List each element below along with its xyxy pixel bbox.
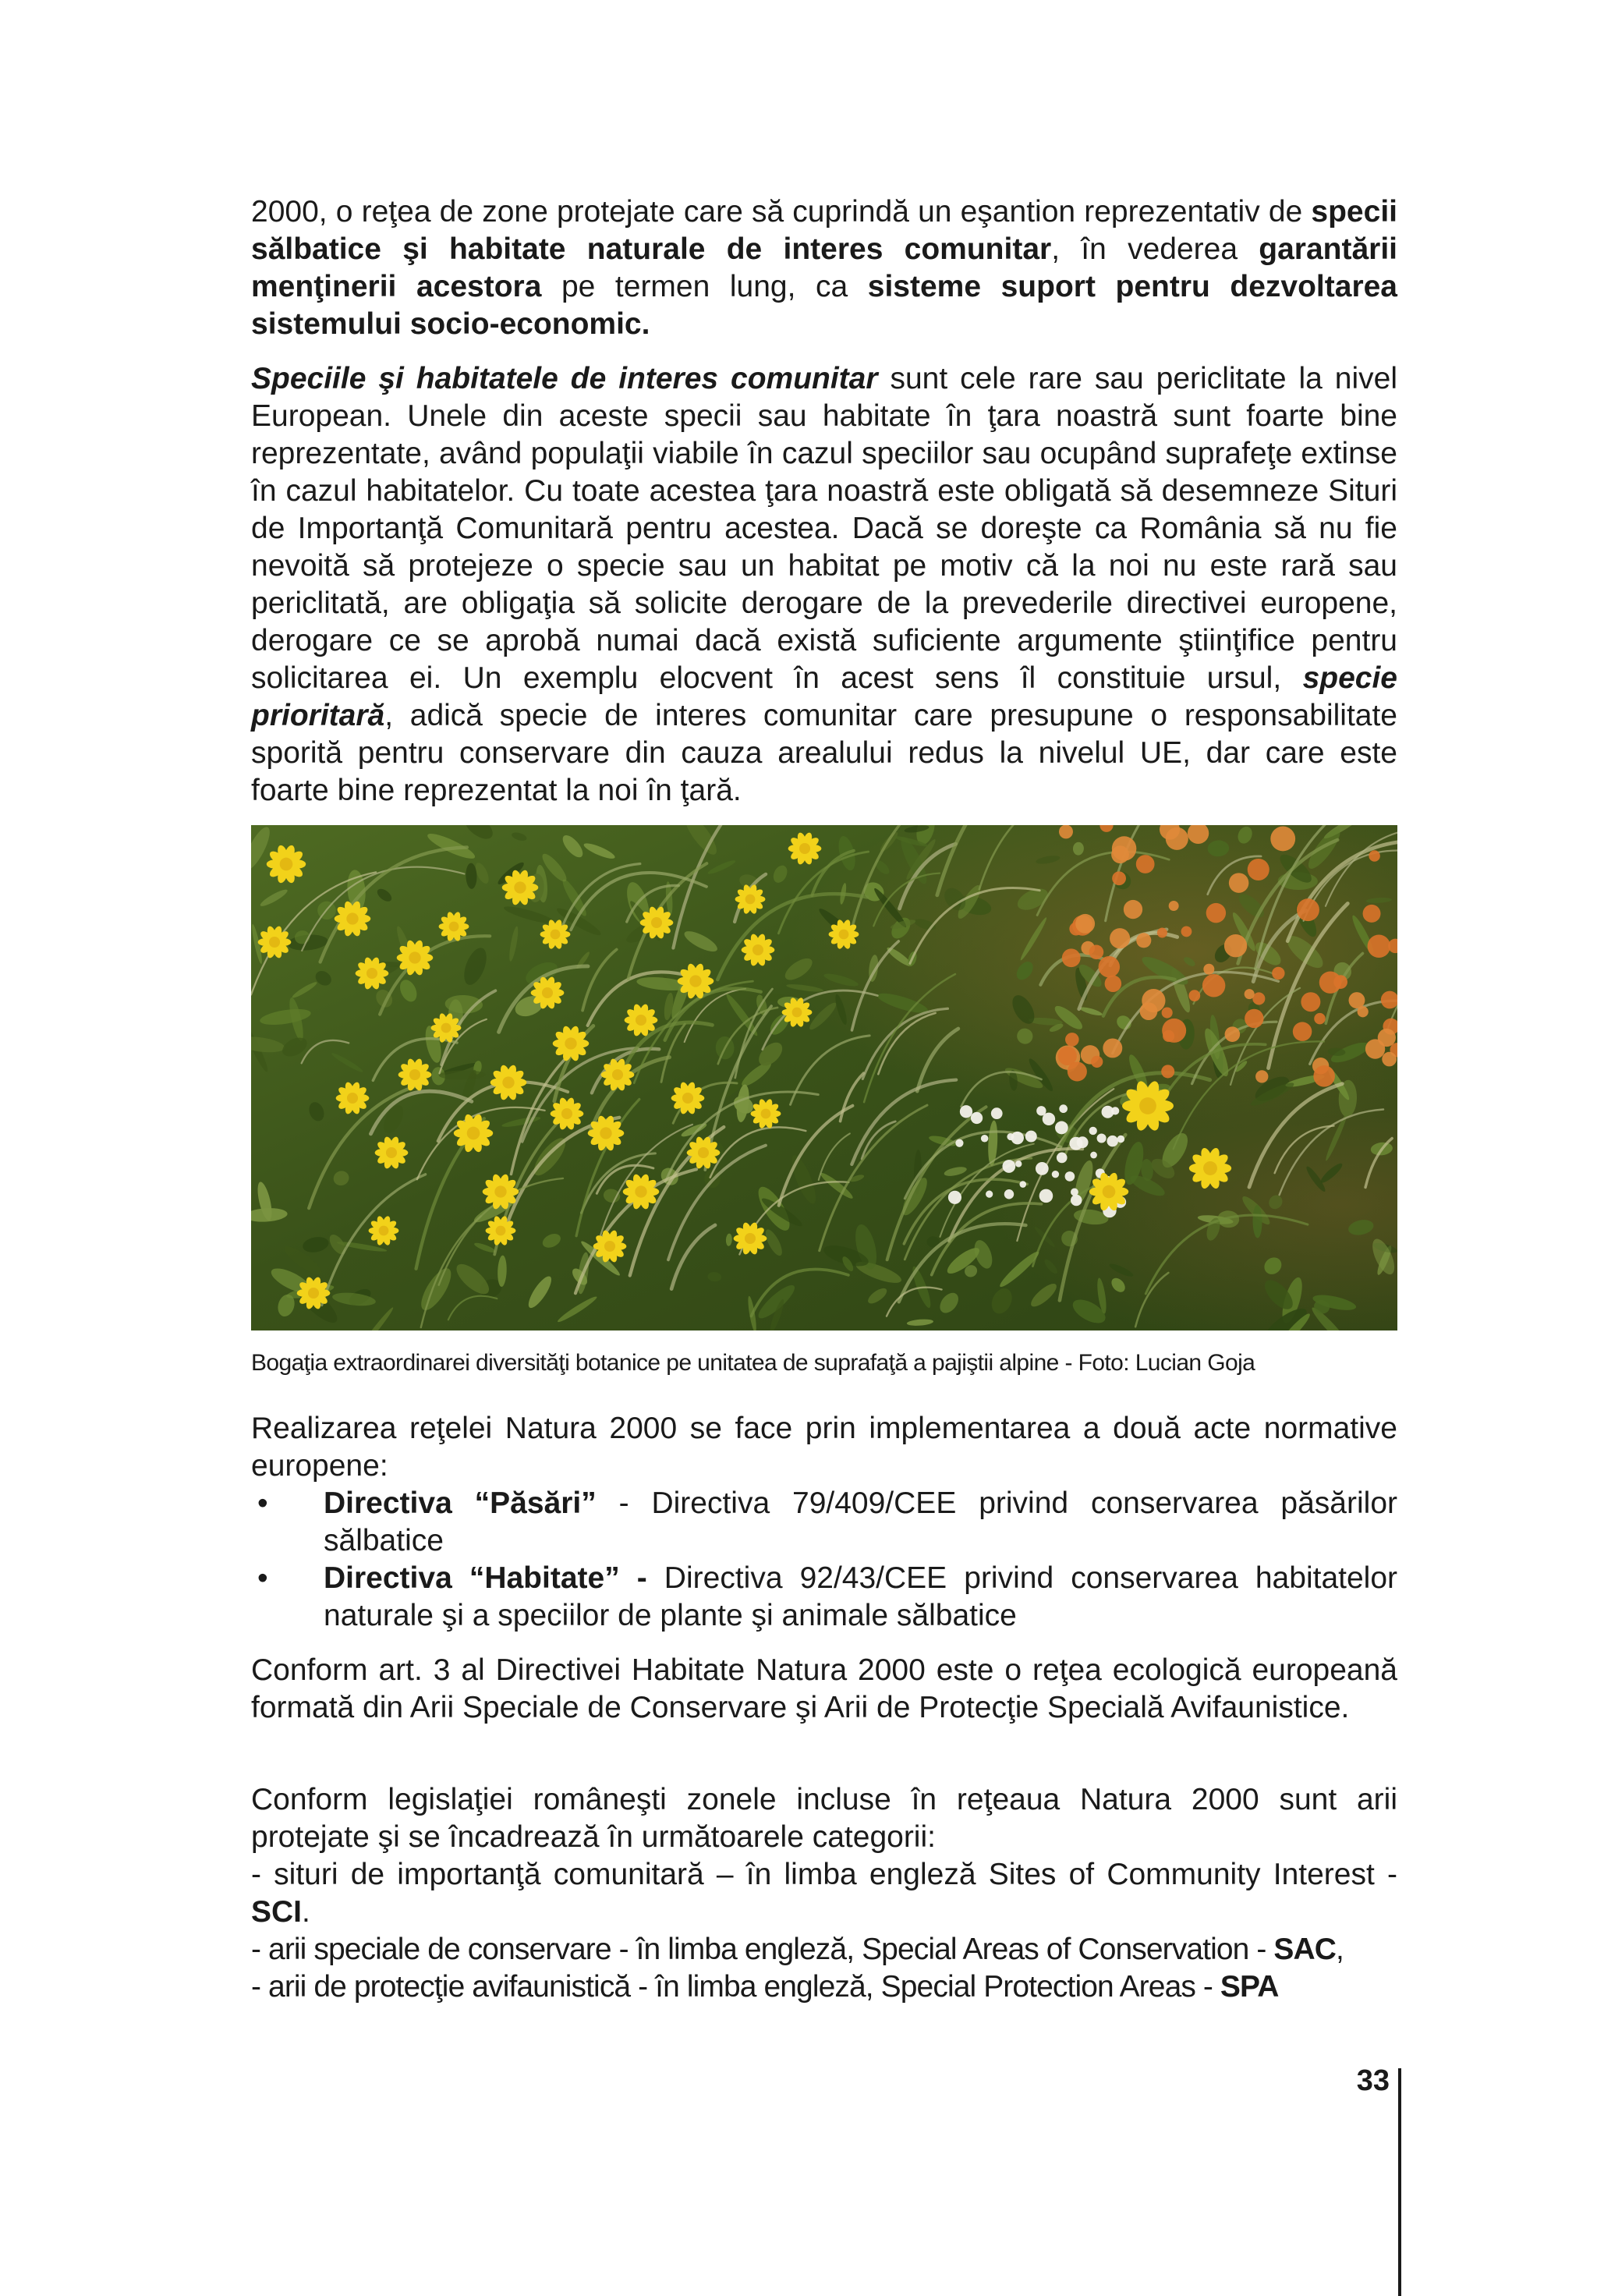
photo-caption: Bogaţia extraordinarei diversităţi botanice pe unitatea de suprafaţă a pajiştii alpine - Foto: Lucian Goja xyxy=(251,1350,1255,1376)
abbreviation: SAC xyxy=(1273,1933,1337,1966)
body-paragraph-categories: Conform legislaţiei româneşti zonele incluse în reţeaua Natura 2000 sunt arii protejate şi se încadrează în următoarele categorii: - situri de importanţă comunitară – în limba engleză Sites of Community Interest - SCI. - arii speciale de conservare - în limba engleză, Special Areas of Conservation - SAC, - arii de protecţie avifaunistică - în limba engleză, Special Protection Areas - SPA xyxy=(251,1783,1397,2004)
page-number: 33 xyxy=(1356,2064,1390,2097)
bullet-icon: • xyxy=(257,1486,268,1520)
bullet-icon: • xyxy=(257,1561,268,1595)
directives-list xyxy=(251,1485,1397,1635)
bold-phrase: sisteme suport pentru dezvoltarea sistemului socio-economic. xyxy=(251,270,1397,341)
body-paragraph-article3: Conform art. 3 al Directivei Habitate Natura 2000 este o reţea ecologică europeană formată din Arii Speciale de Conservare şi Arii de Protecţie Specială Avifaunistice. xyxy=(251,1653,1397,1724)
bold-phrase: specii sălbatice şi habitate naturale de interes comunitar xyxy=(251,195,1397,266)
abbreviation: SPA xyxy=(1220,1970,1279,2004)
emphasis-phrase: specie prioritară xyxy=(251,661,1397,732)
abbreviation: SCI xyxy=(251,1895,303,1929)
list-item: • Directiva “Habitate” - Directiva 92/43/CEE privind conservarea habitatelor naturale şi a speciilor de plante şi animale sălbatice xyxy=(257,1561,1397,1632)
page-margin-rule xyxy=(1398,2068,1401,2296)
body-paragraph-intro: 2000, o reţea de zone protejate care să cuprindă un eşantion reprezentativ de specii sălbatice şi habitate naturale de interes comunitar, în vederea garantării menţinerii acestora pe termen lung, ca sisteme suport pentru dezvoltarea sistemului socio-economic. xyxy=(251,195,1397,341)
bold-phrase: garantării menţinerii acestora xyxy=(251,232,1397,303)
list-item: • Directiva “Păsări” - Directiva 79/409/CEE privind conservarea păsărilor sălbatice xyxy=(257,1486,1397,1557)
body-paragraph-species: Speciile şi habitatele de interes comunitar sunt cele rare sau periclitate la nivel European. Unele din aceste specii sau habitate în ţara noastră sunt foarte bine reprezentate, având populaţii viabile în cazul speciilor sau ocupând suprafeţe extinse în cazul habitatelor. Cu toate acestea ţara noastră este obligată să desemneze Situri de Importanţă Comunitară pentru acestea. Dacă se doreşte ca România să nu fie nevoită să protejeze o specie sau un habitat pe motiv că la noi nu este rară sau periclitată, are obligaţia să solicite derogare de la prevederile directivei europene, derogare ce se aprobă numai dacă există suficiente argumente ştiinţifice pentru solicitarea ei. Un exemplu elocvent în acest sens îl constituie ursul, specie prioritară, adică specie de interes comunitar care presupune o responsabilitate sporită pentru conservare din cauza arealului redus la nivelul UE, dar care este foarte bine reprezentat la noi în ţară. xyxy=(251,362,1397,807)
lead-phrase: Speciile şi habitatele de interes comunitar xyxy=(251,362,878,395)
body-paragraph-network: Realizarea reţelei Natura 2000 se face prin implementarea a două acte normative europene: xyxy=(251,1412,1397,1483)
alpine-meadow-photo xyxy=(251,825,1397,1330)
directive-name: Directiva “Habitate” - xyxy=(324,1561,647,1595)
directive-name: Directiva “Păsări” xyxy=(324,1486,597,1520)
